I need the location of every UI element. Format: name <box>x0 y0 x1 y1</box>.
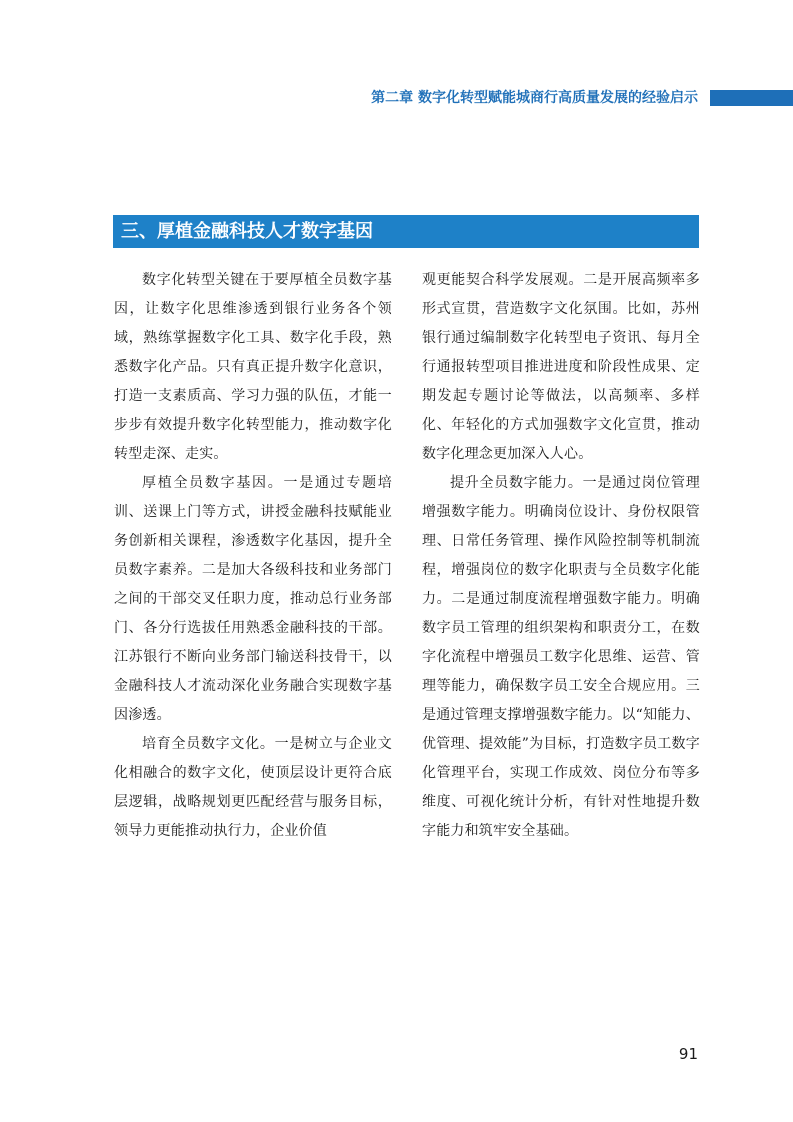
section-banner <box>113 215 699 248</box>
left-column <box>114 266 392 846</box>
page-number: 91 <box>678 1045 698 1063</box>
body-paragraph: 培育全员数字文化。一是树立与企业文化相融合的数字文化，使顶层设计更符合底层逻辑，战略规划更匹配经营与服务目标，领导力更能推动执行力，企业价值 <box>114 736 392 839</box>
body-paragraph: 厚植全员数字基因。一是通过专题培训、送课上门等方式，讲授金融科技赋能业务创新相关课程，渗透数字化基因，提升全员数字素养。二是加大各级科技和业务部门之间的干部交叉任职力度，推动总行业务部门、各分行选拔任用熟悉金融科技的干部。江苏银行不断向业务部门输送科技骨干，以金融科技人才流动深化业务融合实现数字基因渗透。 <box>114 475 392 723</box>
body-paragraph: 数字化转型关键在于要厚植全员数字基因，让数字化思维渗透到银行业务各个领域，熟练掌握数字化工具、数字化手段，熟悉数字化产品。只有真正提升数字化意识，打造一支素质高、学习力强的队伍，才能一步步有效提升数字化转型能力，推动数字化转型走深、走实。 <box>114 272 392 462</box>
section-title: 三、厚植金融科技人才数字基因 <box>121 221 373 242</box>
body-paragraph: 提升全员数字能力。一是通过岗位管理增强数字能力。明确岗位设计、身份权限管理、日常任务管理、操作风险控制等机制流程，增强岗位的数字化职责与全员数字化能力。二是通过制度流程增强数字能力。明确数字员工管理的组织架构和职责分工，在数字化流程中增强员工数字化思维、运营、管理等能力，确保数字员工安全合规应用。三是通过管理支撑增强数字能力。以“知能力、优管理、提效能”为目标，打造数字员工数字化管理平台，实现工作成效、岗位分布等多维度、可视化统计分析，有针对性地提升数字能力和筑牢安全基础。 <box>422 475 700 839</box>
body-paragraph-continuation: 观更能契合科学发展观。二是开展高频率多形式宣贯，营造数字文化氛围。比如，苏州银行通过编制数字化转型电子资讯、每月全行通报转型项目推进进度和阶段性成果、定期发起专题讨论等做法，以高频率、多样化、年轻化的方式加强数字文化宣贯，推动数字化理念更加深入人心。 <box>422 272 700 462</box>
header-accent-bar <box>710 90 793 106</box>
running-header-chapter-title: 第二章 数字化转型赋能城商行高质量发展的经验启示 <box>371 90 698 106</box>
right-column <box>422 266 700 846</box>
